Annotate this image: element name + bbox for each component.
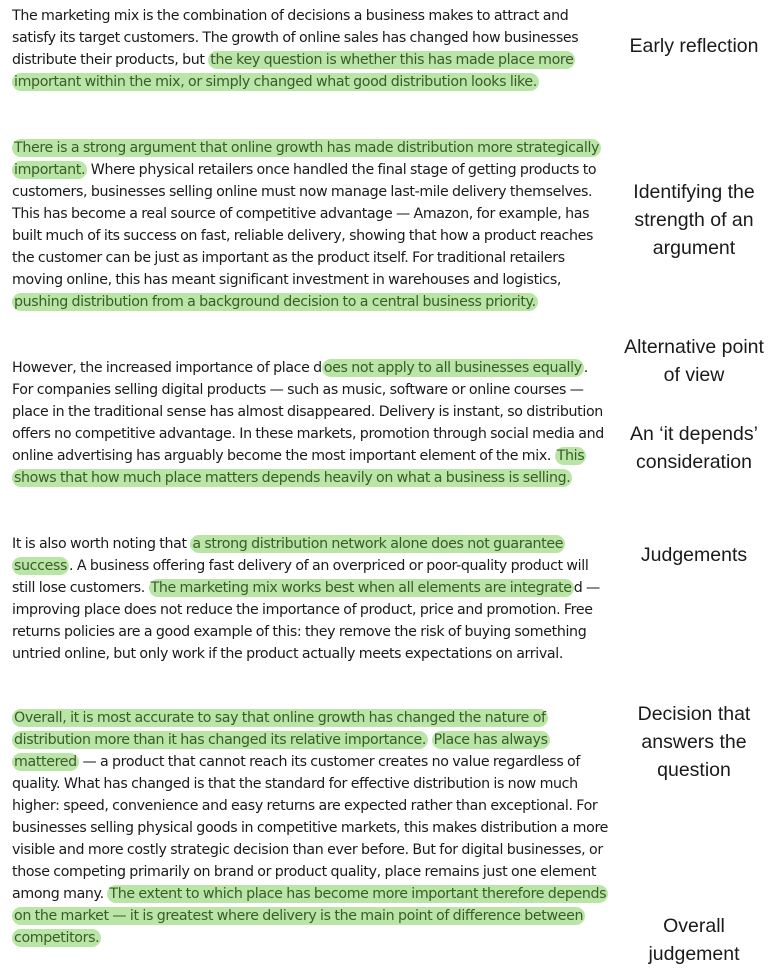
highlighted-text: Place has always mattered [14,732,548,770]
margin-annotations [620,0,768,976]
essay-paragraph-4 [12,533,612,665]
annotation-label: Judgements [640,544,748,566]
highlighted-text: Overall, it is most accurate to say that online growth has changed the nature of distribution more than it has changed its relative importance. [14,710,546,748]
annotation-label: Alternative point of view [624,336,764,386]
annotation-label: Overall judgement [648,915,740,965]
essay-paragraph-3 [12,357,612,489]
highlighted-text: The marketing mix works best when all elements are integrate [150,580,572,596]
body-text: . A business offering fast delivery of an overpriced or poor-quality product will still lose customers. [12,558,589,596]
body-text: The marketing mix is the combination of decisions a business makes to attract and satisfy its target customers. The growth of online sales has changed how businesses distribute their products, but [12,8,579,68]
annotation-label: Decision that answers the question [637,703,751,781]
body-text: It is also worth noting that [12,536,191,552]
essay-paragraph-5 [12,707,612,949]
body-text: . For companies selling digital products — such as music, software or online courses — place in the traditional sense has almost disappeared. Delivery is instant, so distribution offers no competitive advantage. In these markets, promotion through social media and online advertising has arguably become the most important element of the mix. [12,360,604,464]
essay-paragraph-1 [12,5,612,93]
highlighted-text: There is a strong argument that online growth has made distribution more strategically important. [14,140,600,178]
body-text: — a product that cannot reach its customer creates no value regardless of quality. What has changed is that the standard for effective distribution is now much higher: speed, convenience and easy returns are expected rather than exceptional. For businesses selling physical goods in competitive markets, this makes distribution a more visible and more costly strategic decision than ever before. But for digital businesses, or those competing primarily on brand or product quality, place remains just one element among many. [12,754,609,902]
highlighted-text: oes not apply to all businesses equally [323,360,582,376]
body-text: d — improving place does not reduce the importance of product, price and promotion. Free returns policies are a good example of this: they remove the risk of buying something untried online, but only work if the product actually meets expectations on arrival. [12,580,600,662]
essay-paragraph-2 [12,137,612,313]
highlighted-text: This shows that how much place matters depends heavily on what a business is selling. [14,448,585,486]
highlighted-text: pushing distribution from a background decision to a central business priority. [14,294,536,310]
annotation-label: An ‘it depends’ consideration [630,423,758,473]
body-text: However, the increased importance of place d [12,360,322,376]
highlighted-text: a strong distribution network alone does not guarantee success [14,536,564,574]
annotation-label: Identifying the strength of an argument [633,181,755,259]
body-text: Where physical retailers once handled the final stage of getting products to customers, businesses selling online must now manage last-mile delivery themselves. This has become a real source of competitive advantage — Amazon, for example, has built much of its success on fast, reliable delivery, showing that how a product reaches the customer can be just as important as the product itself. For traditional retailers moving online, this has meant significant investment in warehouses and logistics, [12,162,597,288]
highlighted-text: the key question is whether this has made place more important within the mix, or simply changed what good distribution looks like. [14,52,574,90]
annotation-label: Early reflection [629,35,759,57]
highlighted-text: The extent to which place has become more important therefore depends on the market — it is greatest where delivery is the main point of difference between competitors. [14,886,607,946]
